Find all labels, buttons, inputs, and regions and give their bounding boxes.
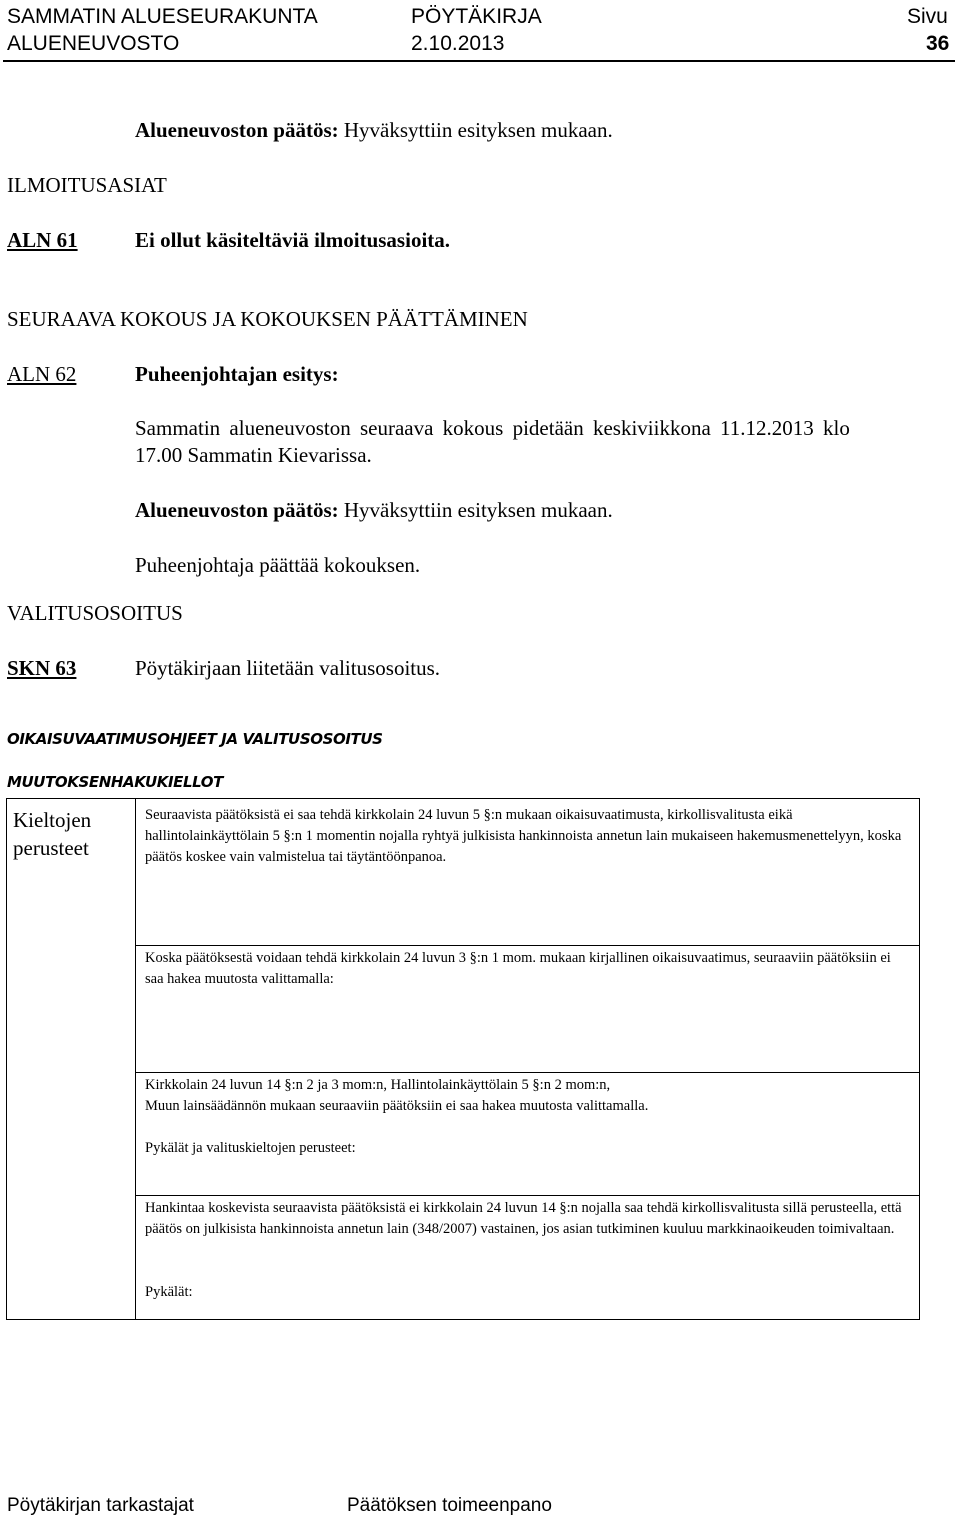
top-decision [135,117,613,143]
restriction-block-3-line2: Muun lainsäädännön mukaan seuraaviin päätöksiin ei saa hakea muutosta valittamalla. [145,1098,649,1114]
appeal-item-code: SKN 63 [7,656,77,680]
council-name: ALUENEUVOSTO [7,32,180,55]
restriction-block-4: Hankintaa koskevista seuraavista päätöksistä ei kirkkolain 24 luvun 14 §:n nojalla saa tehdä kirkollisvalitusta sillä perusteella, että päätös on julkisista hankinnoista annetun lain (348/2007) vastainen, jos asian tutkiminen kuuluu markkinaoikeuden toimivaltaan. [145,1200,902,1237]
notices-item-code: ALN 61 [7,228,78,252]
restriction-block-3-sections: Pykälät ja valituskieltojen perusteet: [145,1140,356,1156]
meeting-decision-label: Alueneuvoston päätös: [135,498,339,522]
table-bottom-border [6,1319,920,1320]
top-decision-label: Alueneuvoston päätös: [135,118,339,142]
proposal-text-line2: 17.00 Sammatin Kievarissa. [135,443,372,467]
page-label: Sivu [907,5,948,28]
restriction-block-2: Koska päätöksestä voidaan tehdä kirkkolain 24 luvun 3 §:n 1 mom. mukaan kirjallinen oikaisuvaatimus, seuraaviin päätöksiin ei saa hakea muutosta valittamalla: [145,950,891,987]
table-column-divider [135,798,136,1320]
meeting-closing: Puheenjohtaja päättää kokouksen. [135,553,421,577]
instructions-subtitle: MUUTOKSENHAKUKIELLOT [7,773,223,791]
block4-divider [135,1195,920,1196]
top-decision-text: Hyväksyttiin esityksen mukaan. [338,118,613,142]
appeal-item-text: Pöytäkirjaan liitetään valitusosoitus. [135,656,441,680]
page-number: 36 [926,32,950,55]
proposal-label: Puheenjohtajan esitys: [135,362,339,386]
table-right-border [919,798,920,1320]
restriction-label-line2: perusteet [13,836,89,860]
document-type: PÖYTÄKIRJA [411,5,542,28]
restriction-label [13,806,91,862]
meeting-decision-text: Hyväksyttiin esityksen mukaan. [338,498,613,522]
notices-heading: ILMOITUSASIAT [7,173,167,197]
header-divider [3,60,955,62]
appeal-heading: VALITUSOSOITUS [7,601,183,625]
instructions-title: OIKAISUVAATIMUSOHJEET JA VALITUSOSOITUS [7,730,383,748]
notices-item-text: Ei ollut käsiteltäviä ilmoitusasioita. [135,228,451,252]
footer-implementation: Päätöksen toimeenpano [347,1495,552,1516]
table-left-border [6,798,7,1320]
organization-name: SAMMATIN ALUESEURAKUNTA [7,5,318,28]
restriction-block-4-sections: Pykälät: [145,1284,193,1300]
next-meeting-item-code: ALN 62 [7,362,77,386]
footer-reviewers: Pöytäkirjan tarkastajat [7,1495,194,1516]
table-top-border [6,798,920,799]
proposal-text-line1: Sammatin alueneuvoston seuraava kokous pidetään keskiviikkona 11.12.2013 klo [135,416,850,440]
meeting-date: 2.10.2013 [411,32,505,55]
restriction-block-3-line1: Kirkkolain 24 luvun 14 §:n 2 ja 3 mom:n, Hallintolainkäyttölain 5 §:n 2 mom:n, [145,1077,611,1093]
restriction-label-line1: Kieltojen [13,808,92,832]
next-meeting-heading: SEURAAVA KOKOUS JA KOKOUKSEN PÄÄTTÄMINEN [7,307,528,331]
block3-divider [135,1072,920,1073]
meeting-decision [135,497,613,523]
block2-divider [135,945,920,946]
restriction-block-1: Seuraavista päätöksistä ei saa tehdä kirkkolain 24 luvun 5 §:n mukaan oikaisuvaatimusta, kirkollisvalitusta eikä hallintolainkäyttölain 5 §:n 1 momentin nojalla ryhtyä julkisista hankinnoista annetun lain mukaiseen hakemusmenettelyyn, koska päätös koskee vain valmistelua tai täytäntöönpanoa. [145,807,902,865]
